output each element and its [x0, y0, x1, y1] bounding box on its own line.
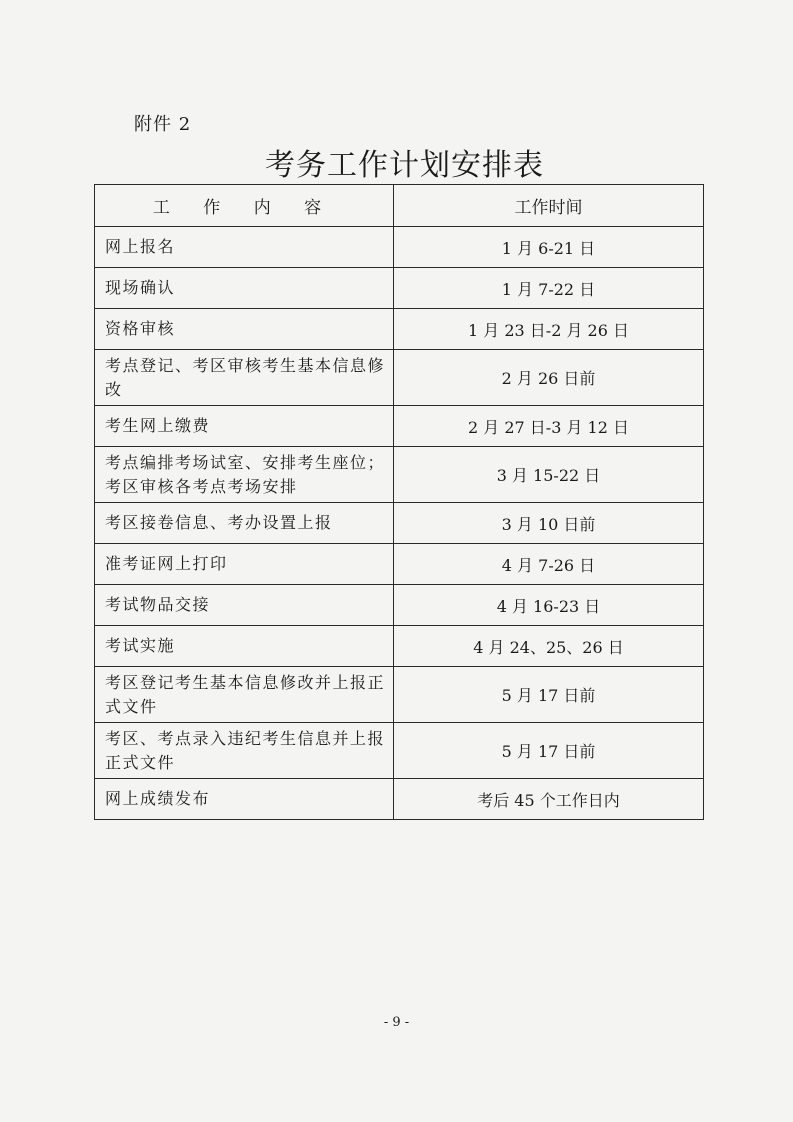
table-row: [95, 503, 704, 544]
time-cell: 3 月 10 日前: [394, 503, 704, 544]
table-row: [95, 723, 704, 779]
table-row: [95, 309, 704, 350]
time-cell: 4 月 7-26 日: [394, 544, 704, 585]
header-task: 工 作 内 容: [95, 185, 394, 227]
time-cell: 3 月 15-22 日: [394, 447, 704, 503]
table-row: [95, 447, 704, 503]
table-row: [95, 227, 704, 268]
time-cell: 5 月 17 日前: [394, 667, 704, 723]
table-row: [95, 585, 704, 626]
task-cell: 考区登记考生基本信息修改并上报正式文件: [95, 667, 394, 723]
page-title: 考务工作计划安排表: [265, 148, 544, 183]
table-row: [95, 406, 704, 447]
page-number: - 9 -: [383, 1015, 410, 1030]
task-cell: 考区、考点录入违纪考生信息并上报正式文件: [95, 723, 394, 779]
header-time: 工作时间: [394, 185, 704, 227]
task-cell: 考区接卷信息、考办设置上报: [95, 503, 394, 544]
time-cell: 4 月 16-23 日: [394, 585, 704, 626]
table-row: [95, 779, 704, 820]
time-cell: 1 月 7-22 日: [394, 268, 704, 309]
task-cell: 考生网上缴费: [95, 406, 394, 447]
time-cell: 考后 45 个工作日内: [394, 779, 704, 820]
table-header-row: [95, 185, 704, 227]
task-cell: 网上报名: [95, 227, 394, 268]
time-cell: 2 月 26 日前: [394, 350, 704, 406]
table-row: [95, 626, 704, 667]
task-cell: 现场确认: [95, 268, 394, 309]
schedule-table: [94, 184, 704, 820]
task-cell: 准考证网上打印: [95, 544, 394, 585]
task-cell: 考试实施: [95, 626, 394, 667]
attachment-label: 附件 2: [134, 114, 192, 135]
task-cell: 考点登记、考区审核考生基本信息修改: [95, 350, 394, 406]
time-cell: 5 月 17 日前: [394, 723, 704, 779]
task-cell: 考试物品交接: [95, 585, 394, 626]
task-cell: 资格审核: [95, 309, 394, 350]
table-row: [95, 544, 704, 585]
table-row: [95, 350, 704, 406]
time-cell: 1 月 6-21 日: [394, 227, 704, 268]
table-row: [95, 667, 704, 723]
time-cell: 2 月 27 日-3 月 12 日: [394, 406, 704, 447]
task-cell: 考点编排考场试室、安排考生座位；考区审核各考点考场安排: [95, 447, 394, 503]
time-cell: 1 月 23 日-2 月 26 日: [394, 309, 704, 350]
task-cell: 网上成绩发布: [95, 779, 394, 820]
table-row: [95, 268, 704, 309]
time-cell: 4 月 24、25、26 日: [394, 626, 704, 667]
